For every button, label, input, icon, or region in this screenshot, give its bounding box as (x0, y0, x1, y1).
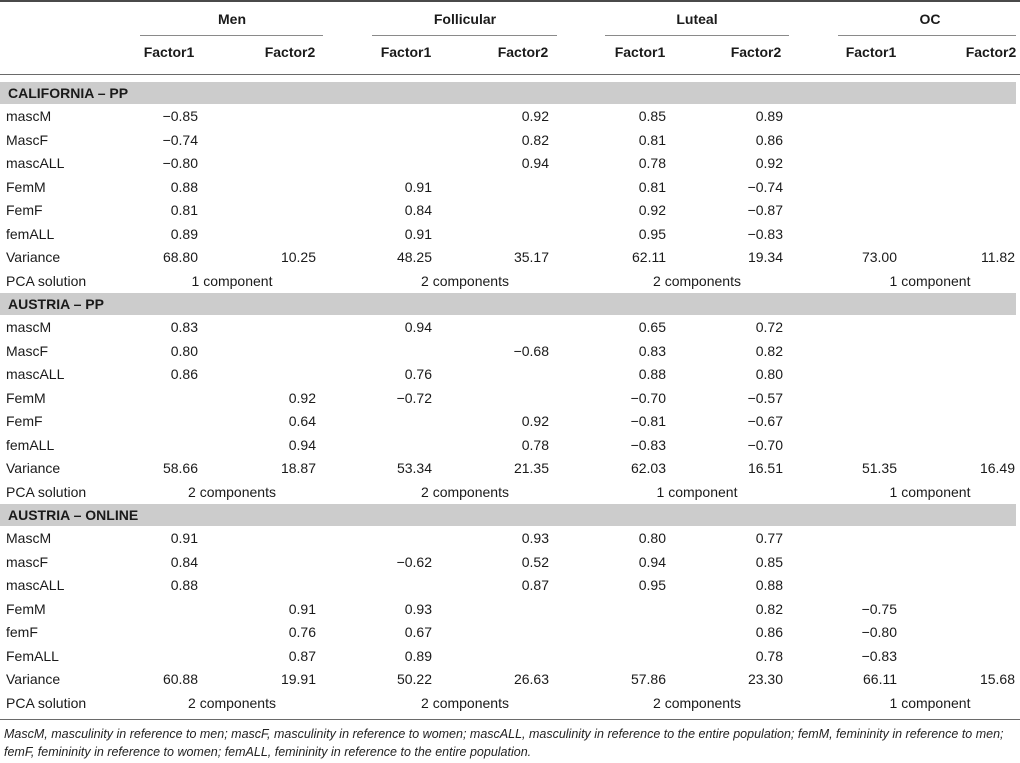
table-row (0, 551, 1020, 574)
factor-header: Factor1 (845, 44, 897, 60)
row-label: FemM (6, 389, 46, 406)
row-label: FemM (6, 178, 46, 195)
section-title: CALIFORNIA – PP (8, 85, 129, 101)
value-cell: 48.25 (396, 249, 432, 265)
row-label: PCA solution (6, 272, 87, 289)
value-cell: 0.72 (755, 319, 783, 335)
section-header (0, 82, 1016, 104)
pca-solution-cell: 1 component (191, 272, 273, 289)
value-cell: 0.77 (755, 530, 783, 546)
table-row (0, 129, 1020, 152)
row-label: mascALL (6, 577, 65, 593)
value-cell: 0.88 (638, 366, 666, 382)
value-cell: 0.95 (638, 577, 666, 593)
table-row (0, 621, 1020, 644)
value-cell: 0.85 (638, 108, 666, 124)
value-cell: −0.85 (162, 108, 198, 124)
value-cell: 0.92 (521, 413, 549, 429)
value-cell: 0.92 (755, 155, 783, 171)
pca-solution-cell: 2 components (421, 483, 509, 500)
row-label: FemM (6, 600, 46, 617)
row-label: MascF (6, 342, 48, 359)
section-title: AUSTRIA – PP (8, 296, 104, 312)
value-cell: 0.88 (170, 577, 198, 593)
value-cell: 0.83 (638, 342, 666, 359)
value-cell: 73.00 (861, 249, 897, 265)
value-cell: −0.75 (861, 600, 897, 617)
table-row (0, 105, 1020, 128)
value-cell: −0.74 (162, 131, 198, 148)
value-cell: 0.91 (288, 600, 316, 617)
pca-solution-cell: 2 components (188, 694, 276, 711)
table-row (0, 316, 1020, 339)
value-cell: 18.87 (280, 460, 316, 476)
value-cell: 0.64 (288, 413, 316, 429)
pca-solution-cell: 2 components (653, 694, 741, 711)
pca-solution-cell: 2 components (653, 272, 741, 289)
factor-header: Factor1 (380, 44, 432, 60)
value-cell: 0.81 (638, 131, 666, 148)
table-row (0, 340, 1020, 363)
row-label: mascALL (6, 155, 65, 171)
value-cell: 0.93 (404, 600, 432, 617)
value-cell: −0.67 (747, 413, 783, 429)
table-row (0, 410, 1020, 433)
row-label: femALL (6, 436, 55, 453)
value-cell: 60.88 (162, 671, 198, 687)
factor-header: Factor1 (614, 44, 666, 60)
row-label: femF (6, 624, 38, 640)
value-cell: 0.83 (170, 319, 198, 335)
value-cell: 58.66 (162, 460, 198, 476)
value-cell: 0.86 (755, 131, 783, 148)
value-cell: 0.81 (638, 178, 666, 195)
table-footnote (4, 725, 1016, 761)
value-cell: 16.49 (979, 460, 1015, 476)
value-cell: 0.52 (521, 553, 549, 570)
table-top-rule (0, 0, 1020, 2)
factor-header: Factor2 (965, 44, 1017, 60)
value-cell: 0.86 (755, 624, 783, 640)
row-label: MascM (6, 530, 52, 546)
pca-solution-cell: 2 components (421, 272, 509, 289)
value-cell: 0.78 (755, 647, 783, 664)
value-cell: 0.92 (638, 202, 666, 218)
value-cell: 0.82 (755, 342, 783, 359)
table-row (0, 668, 1020, 691)
value-cell: 0.89 (404, 647, 432, 664)
value-cell: 21.35 (513, 460, 549, 476)
value-cell: 0.87 (288, 647, 316, 664)
value-cell: 0.92 (521, 108, 549, 124)
value-cell: 0.92 (288, 389, 316, 406)
row-label: mascALL (6, 366, 65, 382)
value-cell: −0.80 (861, 624, 897, 640)
value-cell: 11.82 (981, 249, 1015, 265)
value-cell: 0.82 (755, 600, 783, 617)
table-row (0, 199, 1020, 222)
value-cell: 0.89 (755, 108, 783, 124)
value-cell: 0.76 (404, 366, 432, 382)
value-cell: 0.80 (755, 366, 783, 382)
factor-header: Factor2 (730, 44, 782, 60)
factor-header: Factor2 (264, 44, 316, 60)
table-row (0, 598, 1020, 621)
header-rule (0, 74, 1020, 75)
value-cell: 0.82 (521, 131, 549, 148)
row-label: MascF (6, 131, 48, 148)
group-header: Men (218, 11, 246, 27)
value-cell: 0.78 (638, 155, 666, 171)
pca-solution-cell: 2 components (188, 483, 276, 500)
value-cell: 16.51 (747, 460, 783, 476)
value-cell: 0.93 (521, 530, 549, 546)
value-cell: 26.63 (513, 671, 549, 687)
group-underline (838, 35, 1016, 36)
value-cell: 19.34 (747, 249, 783, 265)
value-cell: 15.68 (979, 671, 1015, 687)
pca-solution-cell: 1 component (889, 483, 971, 500)
pca-solution-cell: 1 component (656, 483, 738, 500)
table-row (0, 527, 1020, 550)
value-cell: −0.62 (396, 553, 432, 570)
value-cell: −0.70 (630, 389, 666, 406)
value-cell: 50.22 (396, 671, 432, 687)
table-row (0, 574, 1020, 597)
value-cell: 19.91 (280, 671, 316, 687)
value-cell: −0.80 (162, 155, 198, 171)
row-label: PCA solution (6, 694, 87, 711)
value-cell: 0.95 (638, 225, 666, 242)
footnote-line: MascM, masculinity in reference to men; mascF, masculinity in reference to women; mascALL, masculinity in reference to the entire population; femM, femininity in reference to men; (4, 727, 1004, 741)
value-cell: −0.81 (630, 413, 666, 429)
value-cell: 23.30 (747, 671, 783, 687)
group-header: Luteal (676, 11, 718, 27)
value-cell: 0.91 (170, 530, 198, 546)
table-row (0, 645, 1020, 668)
row-label: Variance (6, 460, 61, 476)
table-row (0, 363, 1020, 386)
row-label: PCA solution (6, 483, 87, 500)
value-cell: 0.91 (404, 178, 432, 195)
value-cell: 53.34 (396, 460, 432, 476)
table-row (0, 434, 1020, 457)
value-cell: −0.70 (747, 436, 783, 453)
row-label: Variance (6, 249, 61, 265)
table-row (0, 387, 1020, 410)
group-header: Follicular (433, 11, 497, 27)
table-row (0, 176, 1020, 199)
pca-solution-cell: 1 component (889, 272, 971, 289)
value-cell: 0.85 (755, 553, 783, 570)
section-header (0, 293, 1016, 315)
pca-row (0, 692, 1020, 715)
value-cell: 0.94 (521, 155, 549, 171)
value-cell: 0.94 (638, 553, 666, 570)
value-cell: 57.86 (630, 671, 666, 687)
group-underline (605, 35, 789, 36)
value-cell: −0.83 (630, 436, 666, 453)
value-cell: 0.89 (170, 225, 198, 242)
value-cell: 68.80 (162, 249, 198, 265)
value-cell: 0.84 (170, 553, 198, 570)
value-cell: 0.88 (755, 577, 783, 593)
row-label: mascM (6, 108, 52, 124)
group-header: OC (919, 11, 941, 27)
row-label: FemF (6, 202, 43, 218)
section-header (0, 504, 1016, 526)
group-underline (140, 35, 323, 36)
factor-header: Factor2 (497, 44, 549, 60)
value-cell: 0.78 (521, 436, 549, 453)
value-cell: −0.83 (747, 225, 783, 242)
table-row (0, 152, 1020, 175)
value-cell: 35.17 (513, 249, 549, 265)
pca-solution-cell: 2 components (421, 694, 509, 711)
row-label: Variance (6, 671, 61, 687)
value-cell: 0.88 (170, 178, 198, 195)
factor-header: Factor1 (143, 44, 195, 60)
value-cell: 62.11 (632, 249, 666, 265)
table-bottom-rule (0, 719, 1020, 720)
pca-solution-cell: 1 component (889, 694, 971, 711)
value-cell: 0.80 (170, 342, 198, 359)
value-cell: 0.87 (521, 577, 549, 593)
row-label: femALL (6, 225, 55, 242)
group-underline (372, 35, 557, 36)
row-label: mascM (6, 319, 52, 335)
value-cell: −0.83 (861, 647, 897, 664)
value-cell: 0.81 (170, 202, 198, 218)
section-title: AUSTRIA – ONLINE (8, 507, 139, 523)
value-cell: 51.35 (861, 460, 897, 476)
footnote-line: femF, femininity in reference to women; femALL, femininity in reference to the entire population. (4, 745, 532, 759)
row-label: mascF (6, 553, 48, 570)
value-cell: 0.80 (638, 530, 666, 546)
table-row (0, 223, 1020, 246)
value-cell: 66.11 (863, 671, 897, 687)
value-cell: −0.72 (396, 389, 432, 406)
value-cell: 0.65 (638, 319, 666, 335)
value-cell: 0.91 (404, 225, 432, 242)
value-cell: −0.68 (513, 342, 549, 359)
value-cell: 0.76 (288, 624, 316, 640)
table-row (0, 246, 1020, 269)
value-cell: 0.84 (404, 202, 432, 218)
value-cell: −0.57 (747, 389, 783, 406)
pca-row (0, 481, 1020, 504)
value-cell: 0.94 (288, 436, 316, 453)
value-cell: 62.03 (630, 460, 666, 476)
value-cell: −0.87 (747, 202, 783, 218)
table-row (0, 457, 1020, 480)
value-cell: 0.67 (404, 624, 432, 640)
value-cell: 0.86 (170, 366, 198, 382)
value-cell: 10.25 (280, 249, 316, 265)
row-label: FemALL (6, 647, 59, 664)
value-cell: −0.74 (747, 178, 783, 195)
row-label: FemF (6, 413, 43, 429)
value-cell: 0.94 (404, 319, 432, 335)
pca-row (0, 270, 1020, 293)
